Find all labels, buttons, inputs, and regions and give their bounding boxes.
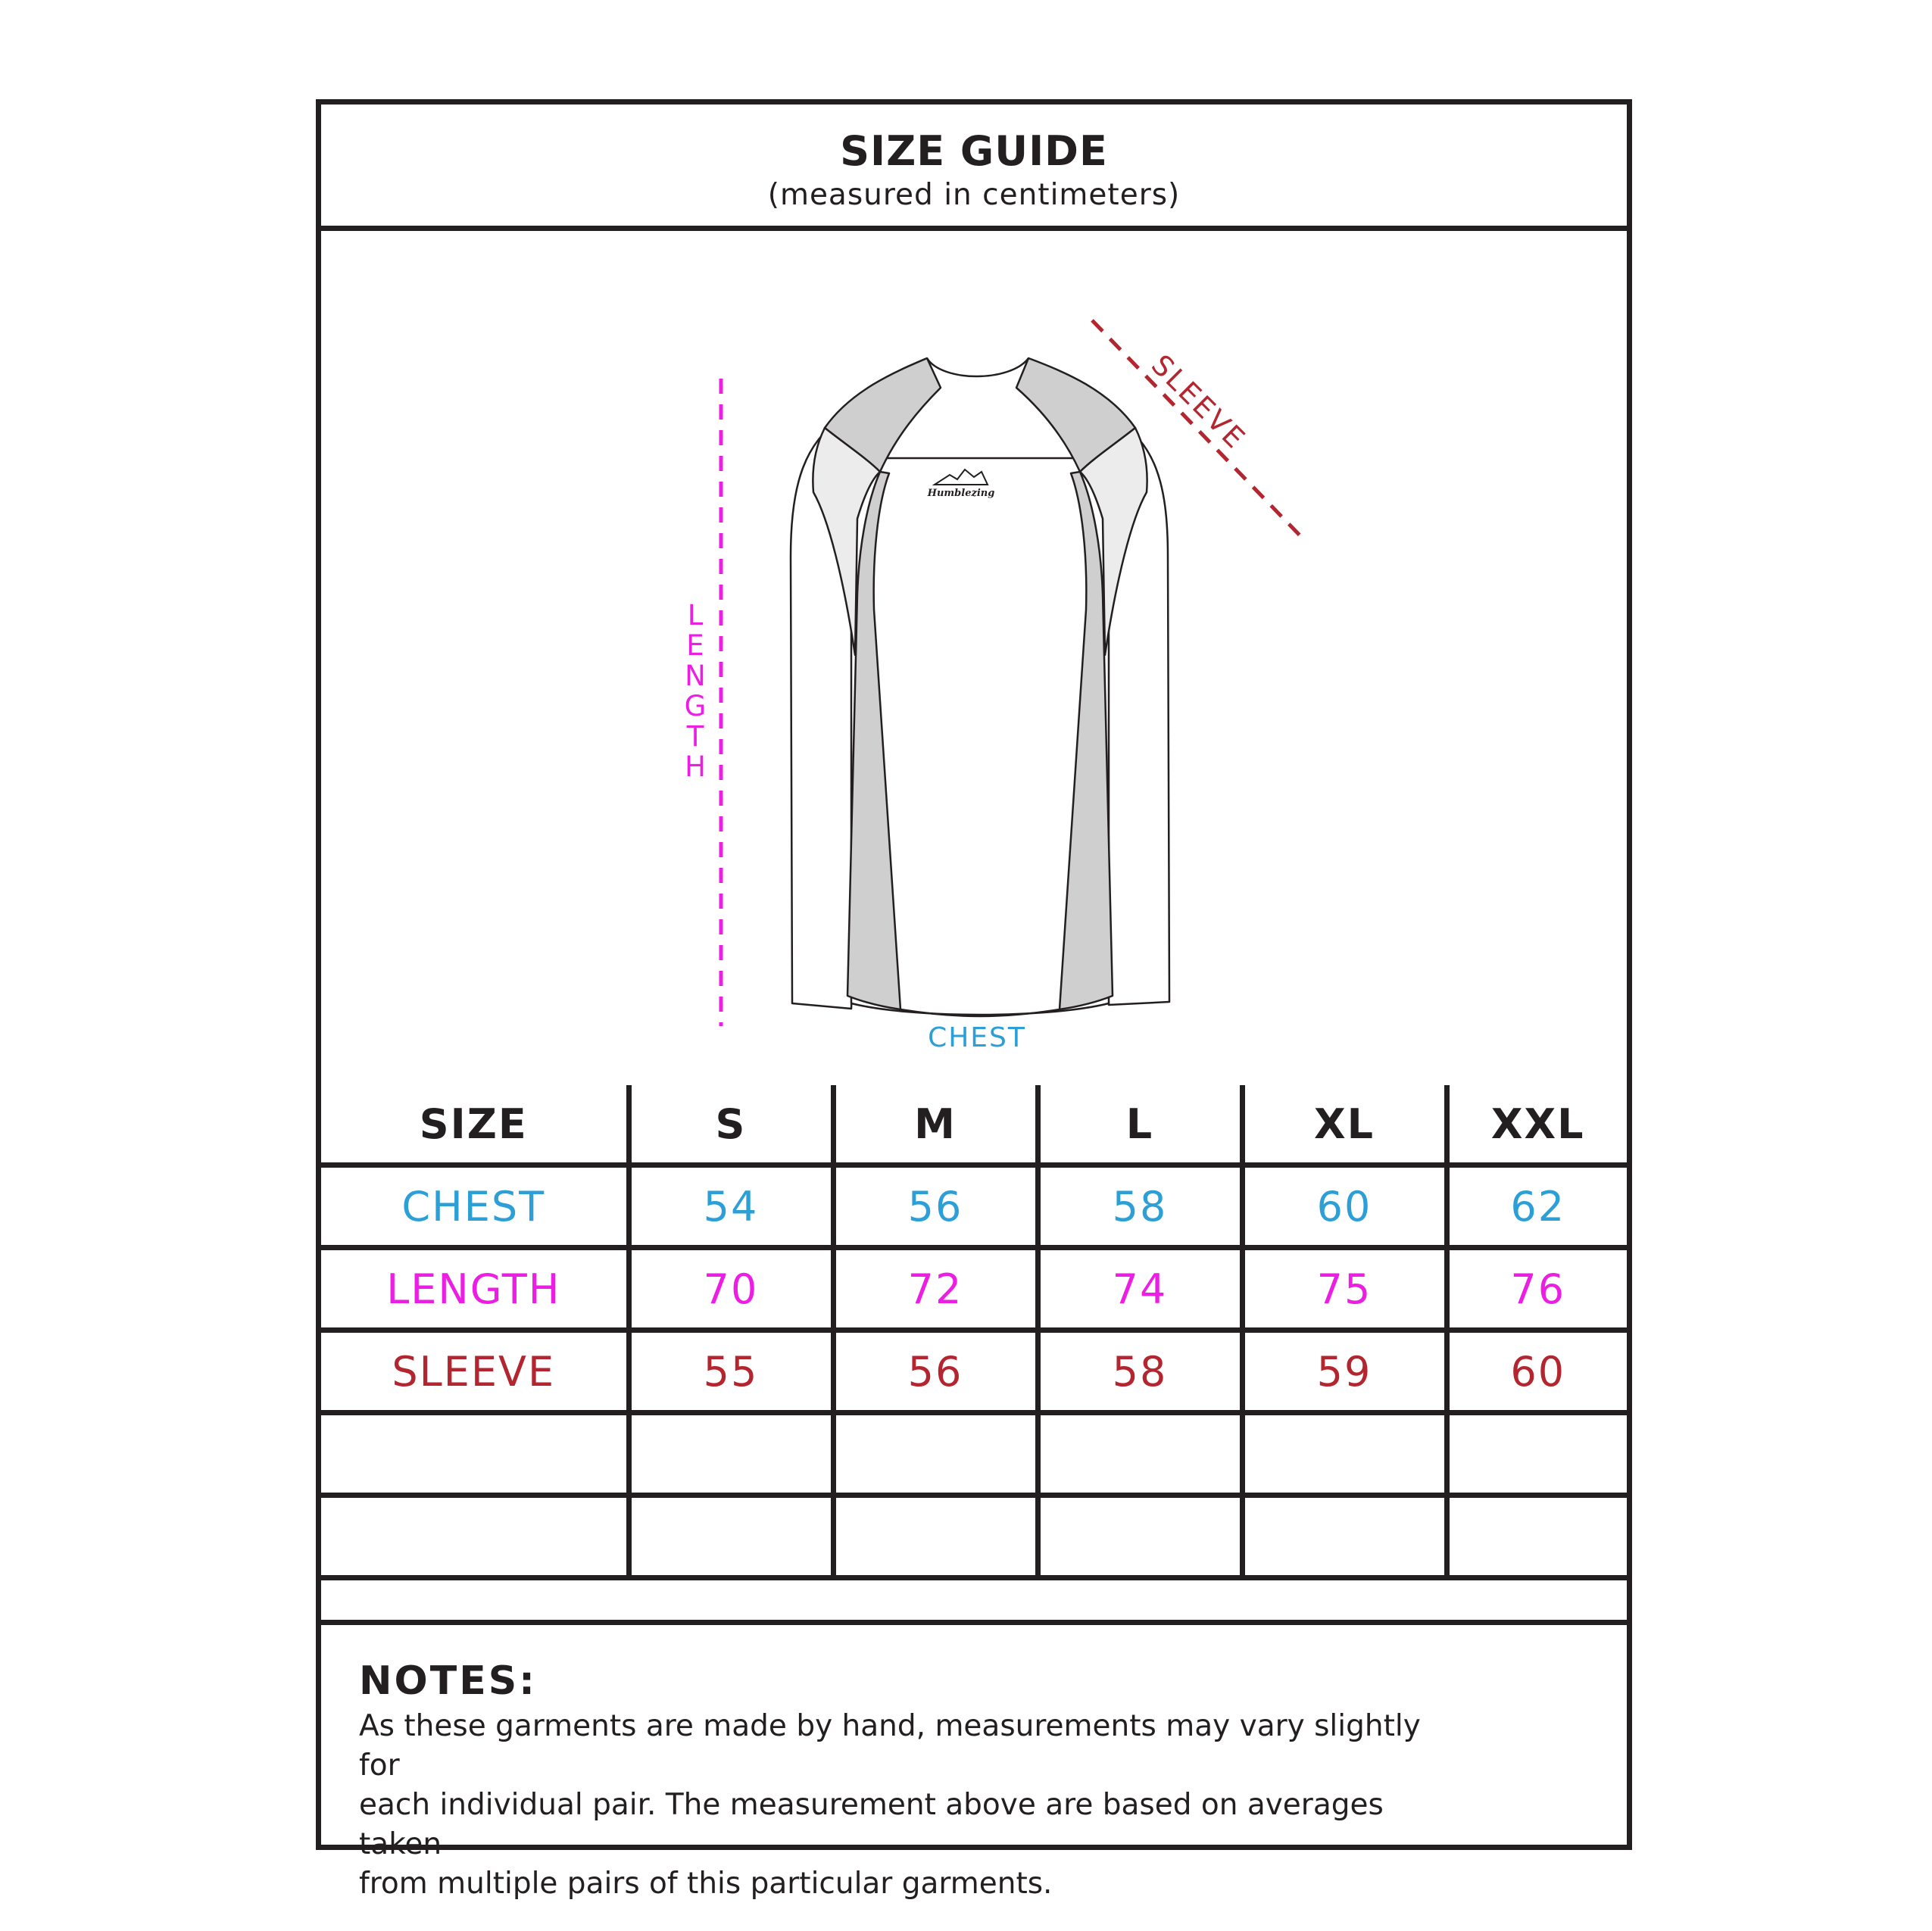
table-cell: 58 [1038,1165,1242,1248]
empty-cell [1242,1413,1447,1496]
table-row-length [321,1248,1627,1330]
length-label-letter: L [687,599,704,632]
length-label-letter: H [685,750,706,783]
header-cell-xl: XL [1242,1085,1447,1165]
row-label-sleeve: SLEEVE [321,1330,629,1413]
table-cell: 74 [1038,1248,1242,1330]
table-cell: 60 [1447,1330,1627,1413]
header [321,105,1627,231]
collar [927,358,1028,376]
size-guide-frame [316,99,1632,1901]
row-label-length: LENGTH [321,1248,629,1330]
notes-line: As these garments are made by hand, measurements may vary slightly for [359,1709,1421,1783]
header-cell-xxl: XXL [1447,1085,1627,1165]
table-cell: 59 [1242,1330,1447,1413]
table-row-chest [321,1165,1627,1248]
table-row-empty [321,1496,1627,1578]
table-cell: 62 [1447,1165,1627,1248]
table-cell: 54 [629,1165,833,1248]
length-label-letter: T [686,720,704,753]
table-row-empty [321,1413,1627,1496]
empty-cell [833,1413,1038,1496]
brand-logo-text: Humblezing [927,488,995,499]
notes-section [321,1620,1627,1901]
notes-line: each individual pair. The measurement above are based on averages taken [359,1788,1384,1861]
row-label-chest: CHEST [321,1165,629,1248]
page-title: SIZE GUIDE [840,127,1108,175]
header-cell-s: S [629,1085,833,1165]
empty-cell [1447,1413,1627,1496]
empty-cell [629,1496,833,1578]
empty-cell [1038,1496,1242,1578]
empty-cell [629,1413,833,1496]
table-cell: 76 [1447,1248,1627,1330]
table-cell: 75 [1242,1248,1447,1330]
page-subtitle: (measured in centimeters) [767,178,1181,212]
empty-cell [1242,1496,1447,1578]
table-cell: 60 [1242,1165,1447,1248]
header-cell-m: M [833,1085,1038,1165]
sleeve-label: SLEEVE [1144,348,1253,457]
empty-cell [1038,1413,1242,1496]
table-cell: 56 [833,1165,1038,1248]
length-label-letter: G [684,690,707,722]
empty-cell [321,1496,629,1578]
length-label-letter: E [686,629,704,662]
notes-title: NOTES: [359,1658,537,1704]
length-label-letter: N [685,660,706,692]
table-cell: 56 [833,1330,1038,1413]
shirt-drawing [321,231,1627,1085]
table-header-row [321,1085,1627,1165]
empty-cell [1447,1496,1627,1578]
size-table [321,1085,1627,1580]
garment-illustration [321,231,1627,1085]
empty-cell [833,1496,1038,1578]
table-cell: 70 [629,1248,833,1330]
notes-body [359,1707,1450,1904]
header-cell-size: SIZE [321,1085,629,1165]
header-cell-l: L [1038,1085,1242,1165]
empty-cell [321,1413,629,1496]
table-cell: 58 [1038,1330,1242,1413]
chest-label: CHEST [928,1022,1026,1053]
notes-line: from multiple pairs of this particular garments. [359,1867,1053,1901]
table-row-sleeve [321,1330,1627,1413]
table-cell: 55 [629,1330,833,1413]
table-cell: 72 [833,1248,1038,1330]
